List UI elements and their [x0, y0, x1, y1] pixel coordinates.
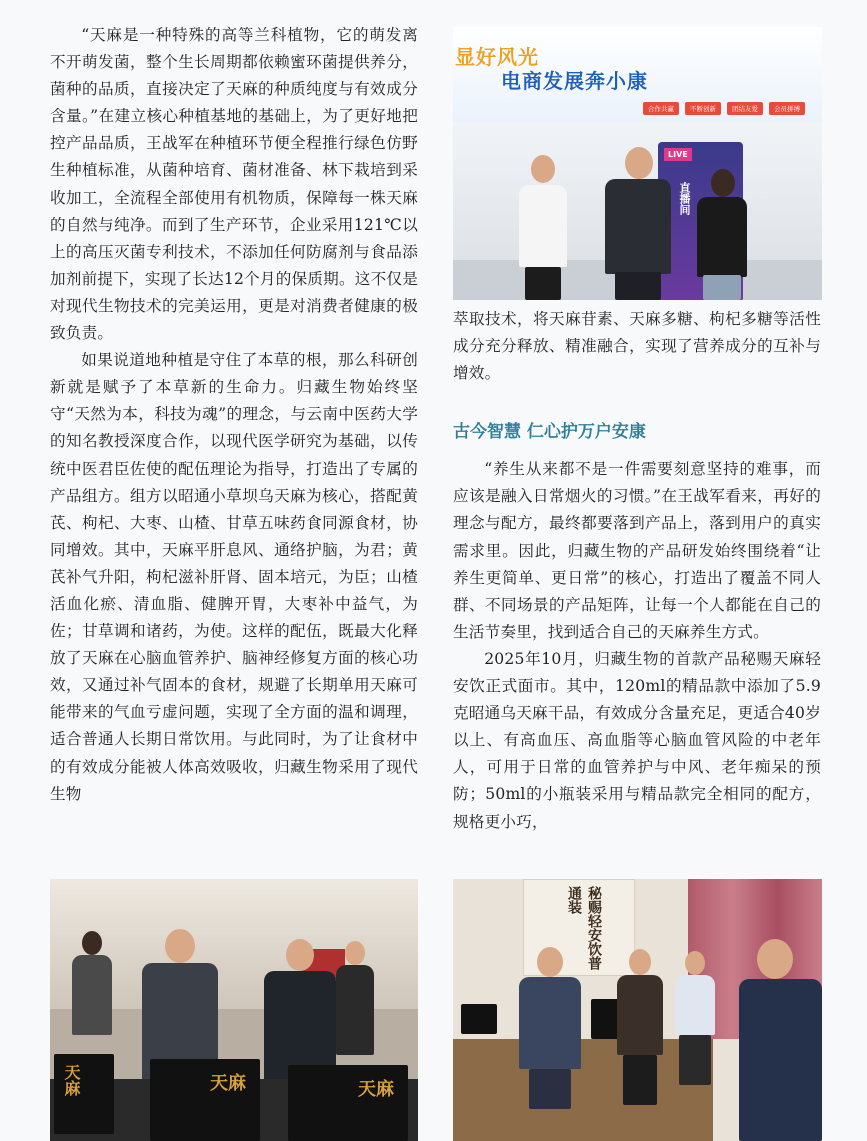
box-glyph: 天麻 [210, 1073, 246, 1094]
left-column [50, 22, 418, 808]
box-glyph: 天麻 [62, 1064, 81, 1096]
banner-tag: 合作共赢 [643, 102, 679, 115]
product-box [54, 1054, 114, 1134]
photo-livestream-visit [453, 27, 822, 300]
paragraph-cultivation: “天麻是一种特殊的高等兰科植物，它的萌发离不开萌发菌，整个生长周期都依赖蜜环菌提供养分，菌种的品质，直接决定了天麻的种质纯度与有效成分含量。”在建立核心种植基地的基础上，为了更好地把控产品品质，王战军在种植环节便全程推行绿色仿野生种植标准，从菌种培育、菌材准备、林下栽培到采收加工，全流程全部使用有机物质，保障每一株天麻的自然与纯净。而到了生产环节，企业采用121℃以上的高压灭菌专利技术，不添加任何防腐剂与食品添加剂前提下，实现了长达12个月的保质期。这不仅是对现代生物技术的完美运用，更是对消费者健康的极致负责。 [50, 26, 418, 343]
photo-showroom-tour [453, 879, 822, 1141]
banner-tag: 团结友爱 [727, 102, 763, 115]
banner-tags [643, 102, 805, 115]
photo-product-display [50, 879, 418, 1141]
product-box [150, 1059, 260, 1141]
banner-tag: 会员拼搏 [769, 102, 805, 115]
right-column [453, 306, 821, 836]
paragraph-research: 如果说道地种植是守住了本草的根，那么科研创新就是赋予了本草新的生命力。归藏生物始终坚守“天然为本，科技为魂”的理念，与云南中医药大学的知名教授深度合作，以现代医学研究为基础，以传统中医君臣佐使的配伍理论为指导，打造出了专属的产品组方。组方以昭通小草坝乌天麻为核心，搭配黄芪、枸杞、大枣、山楂、甘草五味药食同源食材，协同增效。其中，天麻平肝息风、通络护脑，为君；黄芪补气升阳，枸杞滋补肝肾、固本培元，为臣；山楂活血化瘀、清血脂、健脾开胃，大枣补中益气，为佐；甘草调和诸药，为使。这样的配伍，既最大化释放了天麻在心脑血管养护、脑神经修复方面的核心功效，又通过补气固本的食材，规避了长期单用天麻可能带来的气血亏虚问题，实现了全方面的温和调理，适合普通人长期日常饮用。与此同时，为了让食材中的有效成分能被人体高效吸收，归藏生物采用了现代生物 [50, 351, 418, 803]
banner-line1: 显好风光 [455, 45, 539, 69]
paragraph-extraction: 萃取技术，将天麻苷素、天麻多糖、枸杞多糖等活性成分充分释放、精准融合，实现了营养成分的互补与增效。 [453, 310, 821, 383]
live-text: 直播间 [678, 182, 691, 215]
paragraph-health-habit: “养生从来都不是一件需要刻意坚持的难事，而应该是融入日常烟火的习惯。”在王战军看来，再好的理念与配方，最终都要落到产品上，落到用户的真实需求里。因此，归藏生物的产品研发始终围绕着“让养生更简单、更日常”的核心，打造出了覆盖不同人群、不同场景的产品矩阵，让每一个人都能在自己的生活节奏里，找到适合自己的天麻养生方式。 [453, 460, 821, 641]
live-tag: LIVE [664, 148, 692, 161]
poster-text: 秘赐轻安饮普通装 [566, 886, 602, 970]
product-box [288, 1065, 408, 1141]
banner-line2: 电商发展奔小康 [501, 69, 648, 93]
product-box [461, 1004, 497, 1034]
paragraph-product-launch: 2025年10月，归藏生物的首款产品秘赐天麻轻安饮正式面市。其中，120ml的精品款中添加了5.9克昭通乌天麻干品，有效成分含量充足，更适合40岁以上、有高血压、高血脂等心脑血管风险的中老年人，可用于日常的血管养护与中风、老年痴呆的预防；50ml的小瓶装采用与精品款完全相同的配方，规格更小巧， [453, 649, 821, 831]
section-heading: 古今智慧 仁心护万户安康 [453, 422, 646, 443]
box-glyph: 天麻 [358, 1079, 394, 1100]
banner-tag: 不断创新 [685, 102, 721, 115]
